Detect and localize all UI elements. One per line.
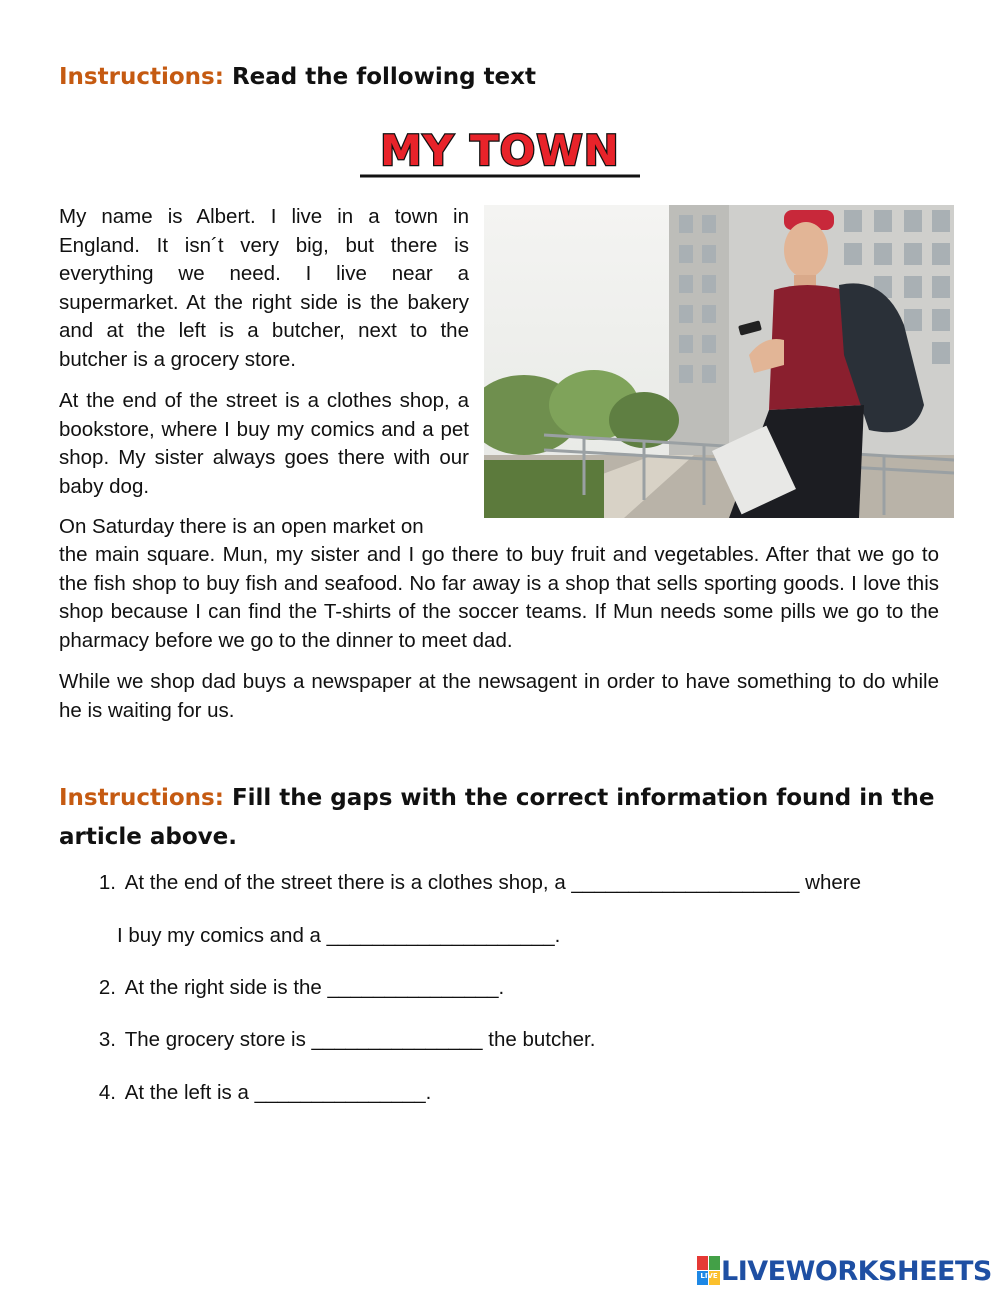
- article-paragraph-3: the main square. Mun, my sister and I go there to buy fruit and vegetables. After that we go to the fish shop to buy fish and seafood. No far away is a shop that sells sporting goods. I love this shop because I can find the T-shirts of the soccer teams. If Mun needs some pills we go to the pharmacy before we go to the dinner to meet dad.: [59, 543, 939, 652]
- question-2: [86, 974, 504, 1002]
- article-paragraph-4: While we shop dad buys a newspaper at the newsagent in order to have something to do while he is waiting for us.: [59, 670, 939, 722]
- question-text: At the end of the street there is a clothes shop, a ____________________ where: [124, 871, 861, 894]
- question-4: [86, 1079, 431, 1107]
- question-number: 1.: [98, 871, 116, 894]
- question-number: 3.: [98, 1028, 116, 1051]
- question-number: 2.: [98, 976, 116, 999]
- logo-icon: [697, 1256, 721, 1286]
- article-paragraph-3-first-line: On Saturday there is an open market on: [59, 515, 424, 538]
- question-text: At the right side is the _______________.: [124, 976, 505, 999]
- instructions-text: Fill the gaps with the correct information found in the article above.: [59, 785, 935, 850]
- instructions-text: Read the following text: [231, 64, 536, 90]
- page-title: [350, 120, 650, 182]
- title-text: MY TOWN: [380, 126, 620, 175]
- article-paragraph-2: At the end of the street is a clothes shop, a bookstore, where I buy my comics and a pet shop. My sister always goes there with our baby dog.: [59, 389, 469, 498]
- question-text: The grocery store is _______________ the butcher.: [124, 1028, 596, 1051]
- question-3: [86, 1026, 595, 1054]
- article-paragraph-1: My name is Albert. I live in a town in England. It isn´t very big, but there is everything we need. I live near a supermarket. At the right side is the bakery and at the left is a butcher, next to the butcher is a grocery store.: [59, 205, 469, 371]
- logo-text: LIVEWORKSHEETS: [721, 1255, 992, 1287]
- instructions-heading-2: [59, 779, 939, 857]
- logo-badge-text: LIVE: [700, 1272, 718, 1280]
- instructions-label: Instructions:: [59, 64, 224, 90]
- photo-teen-in-town: [484, 205, 954, 518]
- question-1: [86, 869, 941, 897]
- liveworksheets-logo[interactable]: [697, 1253, 992, 1289]
- question-text: At the left is a _______________.: [124, 1081, 432, 1104]
- instructions-heading-1: [59, 58, 536, 97]
- instructions-label: Instructions:: [59, 785, 224, 811]
- question-number: 4.: [98, 1081, 116, 1104]
- question-1-continuation: I buy my comics and a ____________________.: [117, 924, 561, 947]
- title-graphic: [350, 120, 650, 182]
